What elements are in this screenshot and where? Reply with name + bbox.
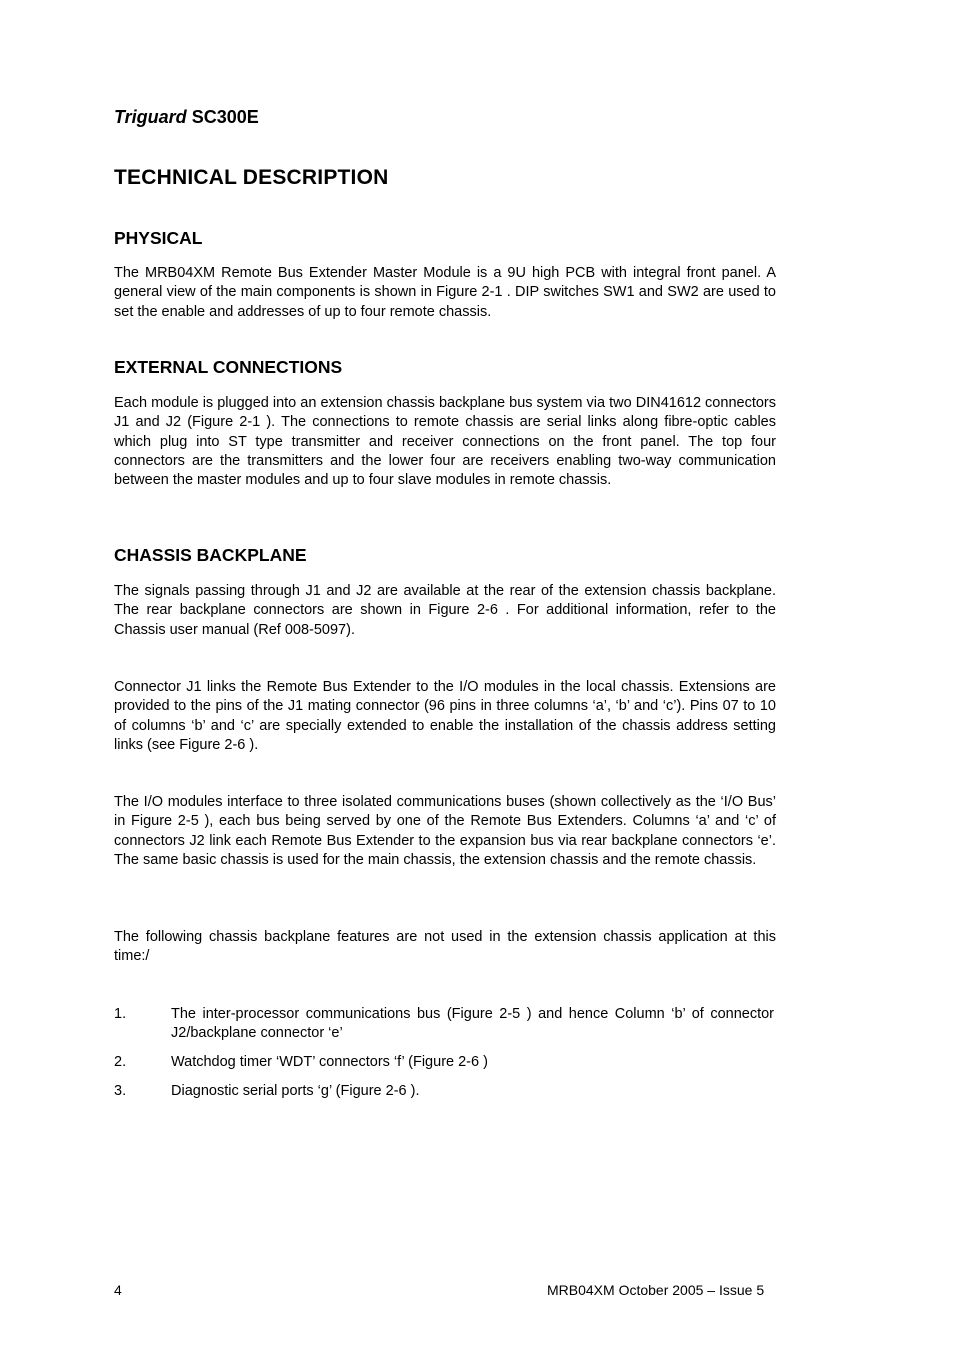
paragraph-physical: The MRB04XM Remote Bus Extender Master Module is a 9U high PCB with integral front panel. A general view of the main components is shown in Figure 2-1 . DIP switches SW1 and SW2 are used to set the enable and addresses of up to four remote chassis. <box>114 265 776 320</box>
paragraph-connector-j1: Connector J1 links the Remote Bus Extender to the I/O modules in the local chassis. Extensions are provided to the pins of the J1 mating connector (96 pins in three columns ‘a’, ‘b’ and ‘c’). Pins 07 to 10 of columns ‘b’ and ‘c’ are specially extended to enable the installation of the chassis address setting links (see Figure 2-6 ). <box>114 679 776 753</box>
list-item-number: 3. <box>114 1083 127 1099</box>
list-item <box>114 1082 774 1102</box>
page-title: TECHNICAL DESCRIPTION <box>114 166 389 189</box>
footer-doc-info: MRB04XM October 2005 – Issue 5 <box>547 1282 765 1298</box>
paragraph-io-modules: The I/O modules interface to three isolated communications buses (shown collectively as the ‘I/O Bus’ in Figure 2-5 ), each bus being served by one of the Remote Bus Extenders. Columns ‘a’ and ‘c’ of connectors J2 link each Remote Bus Extender to the expansion bus via rear backplane connectors ‘e’. The same basic chassis is used for the main chassis, the extension chassis and the remote chassis. <box>114 794 776 868</box>
list-item-text: The inter-processor communications bus (Figure 2-5 ) and hence Column ‘b’ of connector J2/backplane connector ‘e’ <box>171 1006 774 1042</box>
product-name: Triguard <box>114 107 187 127</box>
paragraph-external-connections: Each module is plugged into an extension chassis backplane bus system via two DIN41612 connectors J1 and J2 (Figure 2-1 ). The connections to remote chassis are serial links along fibre-optic cables which plug into ST type transmitter and receiver connections on the front panel. The top four connectors are the transmitters and the lower four are receivers enabling two-way communication between the master modules and up to four slave modules in remote chassis. <box>114 395 776 489</box>
list-item-text: Watchdog timer ‘WDT’ connectors ‘f’ (Figure 2-6 ) <box>171 1054 488 1070</box>
section-heading-chassis-backplane: CHASSIS BACKPLANE <box>114 545 307 565</box>
list-item-text: Diagnostic serial ports ‘g’ (Figure 2-6 ). <box>171 1083 420 1099</box>
section-heading-physical: PHYSICAL <box>114 228 203 248</box>
product-title <box>114 107 259 128</box>
list-item <box>114 1005 774 1045</box>
paragraph-backplane-signals: The signals passing through J1 and J2 are available at the rear of the extension chassis backplane. The rear backplane connectors are shown in Figure 2-6 . For additional information, refer to the Chassis user manual (Ref 008-5097). <box>114 583 776 638</box>
list-item <box>114 1053 774 1073</box>
list-item-number: 2. <box>114 1054 127 1070</box>
page-number: 4 <box>114 1282 122 1298</box>
product-model: SC300E <box>191 107 259 127</box>
paragraph-unused-features: The following chassis backplane features are not used in the extension chassis application at this time:/ <box>114 929 776 965</box>
list-item-number: 1. <box>114 1006 127 1022</box>
section-heading-external-connections: EXTERNAL CONNECTIONS <box>114 357 343 377</box>
